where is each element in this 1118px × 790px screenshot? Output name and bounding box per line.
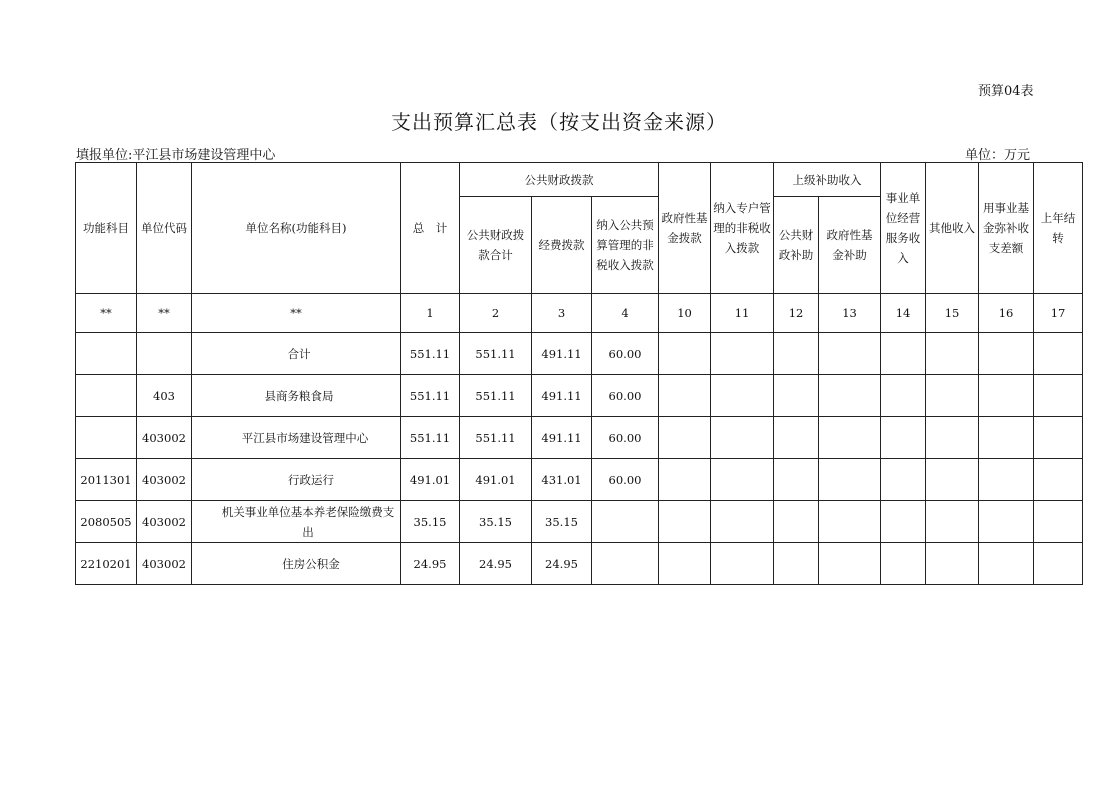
budget-table [75,162,1083,585]
cell-name: 合计 [192,333,401,375]
cell-nontax: 60.00 [592,417,659,459]
header-func-code: 功能科目 [76,163,137,294]
cell-code: 403002 [137,543,192,585]
cell-pf-total: 491.01 [460,459,532,501]
empty-cell [711,417,774,459]
empty-cell [979,333,1034,375]
filing-unit: 填报单位:平江县市场建设管理中心 [76,148,276,163]
empty-cell [1034,375,1083,417]
cell-name: 行政运行 [192,459,401,501]
cell-pf-total: 551.11 [460,417,532,459]
cell-code: 403002 [137,501,192,543]
header-public-fiscal-total: 公共财政拨款合计 [460,197,532,294]
index-cell: 12 [774,294,819,333]
empty-cell [819,501,881,543]
empty-cell [881,543,926,585]
index-cell: ** [76,294,137,333]
cell-name: 县商务粮食局 [192,375,401,417]
cell-pf-total: 551.11 [460,333,532,375]
empty-cell [774,501,819,543]
cell-code: 403002 [137,459,192,501]
cell-nontax: 60.00 [592,459,659,501]
cell-total: 551.11 [401,375,460,417]
empty-cell [979,543,1034,585]
empty-cell [774,375,819,417]
cell-nontax: 60.00 [592,333,659,375]
index-cell: 1 [401,294,460,333]
empty-cell [659,333,711,375]
header-special-nontax: 纳入专户管理的非税收入拨款 [711,163,774,294]
cell-funding: 431.01 [532,459,592,501]
empty-cell [926,375,979,417]
header-carryover: 上年结转 [1034,163,1083,294]
empty-cell [774,417,819,459]
empty-cell [774,543,819,585]
index-row [76,294,1083,333]
cell-name: 机关事业单位基本养老保险缴费支出 [192,501,401,543]
cell-funding: 491.11 [532,375,592,417]
empty-cell [1034,501,1083,543]
index-cell: 2 [460,294,532,333]
cell-total: 35.15 [401,501,460,543]
index-cell: 3 [532,294,592,333]
cell-pf-total: 551.11 [460,375,532,417]
index-cell: 4 [592,294,659,333]
header-public-fiscal: 公共财政拨款 [460,163,659,197]
cell-func [76,375,137,417]
index-cell: 13 [819,294,881,333]
form-number: 预算04表 [978,84,1034,99]
cell-funding: 491.11 [532,417,592,459]
empty-cell [659,543,711,585]
empty-cell [659,417,711,459]
header-nontax: 纳入公共预算管理的非税收入拨款 [592,197,659,294]
empty-cell [774,333,819,375]
empty-cell [1034,459,1083,501]
empty-cell [819,417,881,459]
empty-cell [881,459,926,501]
table-row [76,459,1083,501]
cell-code [137,333,192,375]
cell-code: 403 [137,375,192,417]
empty-cell [819,333,881,375]
empty-cell [881,501,926,543]
cell-total: 24.95 [401,543,460,585]
header-unit-name: 单位名称(功能科目) [192,163,401,294]
cell-pf-total: 24.95 [460,543,532,585]
empty-cell [819,543,881,585]
index-cell: 16 [979,294,1034,333]
cell-func [76,417,137,459]
empty-cell [881,375,926,417]
empty-cell [659,459,711,501]
cell-nontax [592,543,659,585]
table-row [76,543,1083,585]
empty-cell [1034,417,1083,459]
empty-cell [659,501,711,543]
cell-funding: 35.15 [532,501,592,543]
empty-cell [711,375,774,417]
empty-cell [926,459,979,501]
cell-name: 住房公积金 [192,543,401,585]
cell-func: 2011301 [76,459,137,501]
empty-cell [979,459,1034,501]
header-superior-subsidy: 上级补助收入 [774,163,881,197]
header-funding: 经费拨款 [532,197,592,294]
empty-cell [926,333,979,375]
empty-cell [979,501,1034,543]
empty-cell [711,459,774,501]
index-cell: 11 [711,294,774,333]
cell-total: 551.11 [401,417,460,459]
cell-code: 403002 [137,417,192,459]
empty-cell [881,333,926,375]
page-title: 支出预算汇总表（按支出资金来源） [391,110,727,134]
empty-cell [819,459,881,501]
index-cell: 14 [881,294,926,333]
empty-cell [1034,543,1083,585]
header-other-income: 其他收入 [926,163,979,294]
cell-pf-total: 35.15 [460,501,532,543]
header-gov-fund-subsidy: 政府性基金补助 [819,197,881,294]
cell-nontax [592,501,659,543]
cell-funding: 24.95 [532,543,592,585]
cell-nontax: 60.00 [592,375,659,417]
empty-cell [881,417,926,459]
index-cell: 15 [926,294,979,333]
cell-func [76,333,137,375]
header-fund-balance: 用事业基金弥补收支差额 [979,163,1034,294]
header-unit-code: 单位代码 [137,163,192,294]
empty-cell [711,333,774,375]
empty-cell [926,501,979,543]
table-row [76,501,1083,543]
cell-funding: 491.11 [532,333,592,375]
empty-cell [979,417,1034,459]
empty-cell [711,543,774,585]
empty-cell [819,375,881,417]
empty-cell [926,543,979,585]
header-gov-fund: 政府性基金拨款 [659,163,711,294]
empty-cell [1034,333,1083,375]
empty-cell [979,375,1034,417]
index-cell: ** [192,294,401,333]
empty-cell [711,501,774,543]
header-business-income: 事业单位经营服务收入 [881,163,926,294]
empty-cell [774,459,819,501]
index-cell: ** [137,294,192,333]
cell-total: 491.01 [401,459,460,501]
cell-total: 551.11 [401,333,460,375]
index-cell: 17 [1034,294,1083,333]
table-row [76,333,1083,375]
index-cell: 10 [659,294,711,333]
table-row [76,417,1083,459]
cell-func: 2080505 [76,501,137,543]
header-total: 总 计 [401,163,460,294]
empty-cell [926,417,979,459]
cell-name: 平江县市场建设管理中心 [192,417,401,459]
header-public-fiscal-subsidy: 公共财政补助 [774,197,819,294]
unit-label: 单位：万元 [965,148,1031,163]
empty-cell [659,375,711,417]
table-row [76,375,1083,417]
cell-func: 2210201 [76,543,137,585]
